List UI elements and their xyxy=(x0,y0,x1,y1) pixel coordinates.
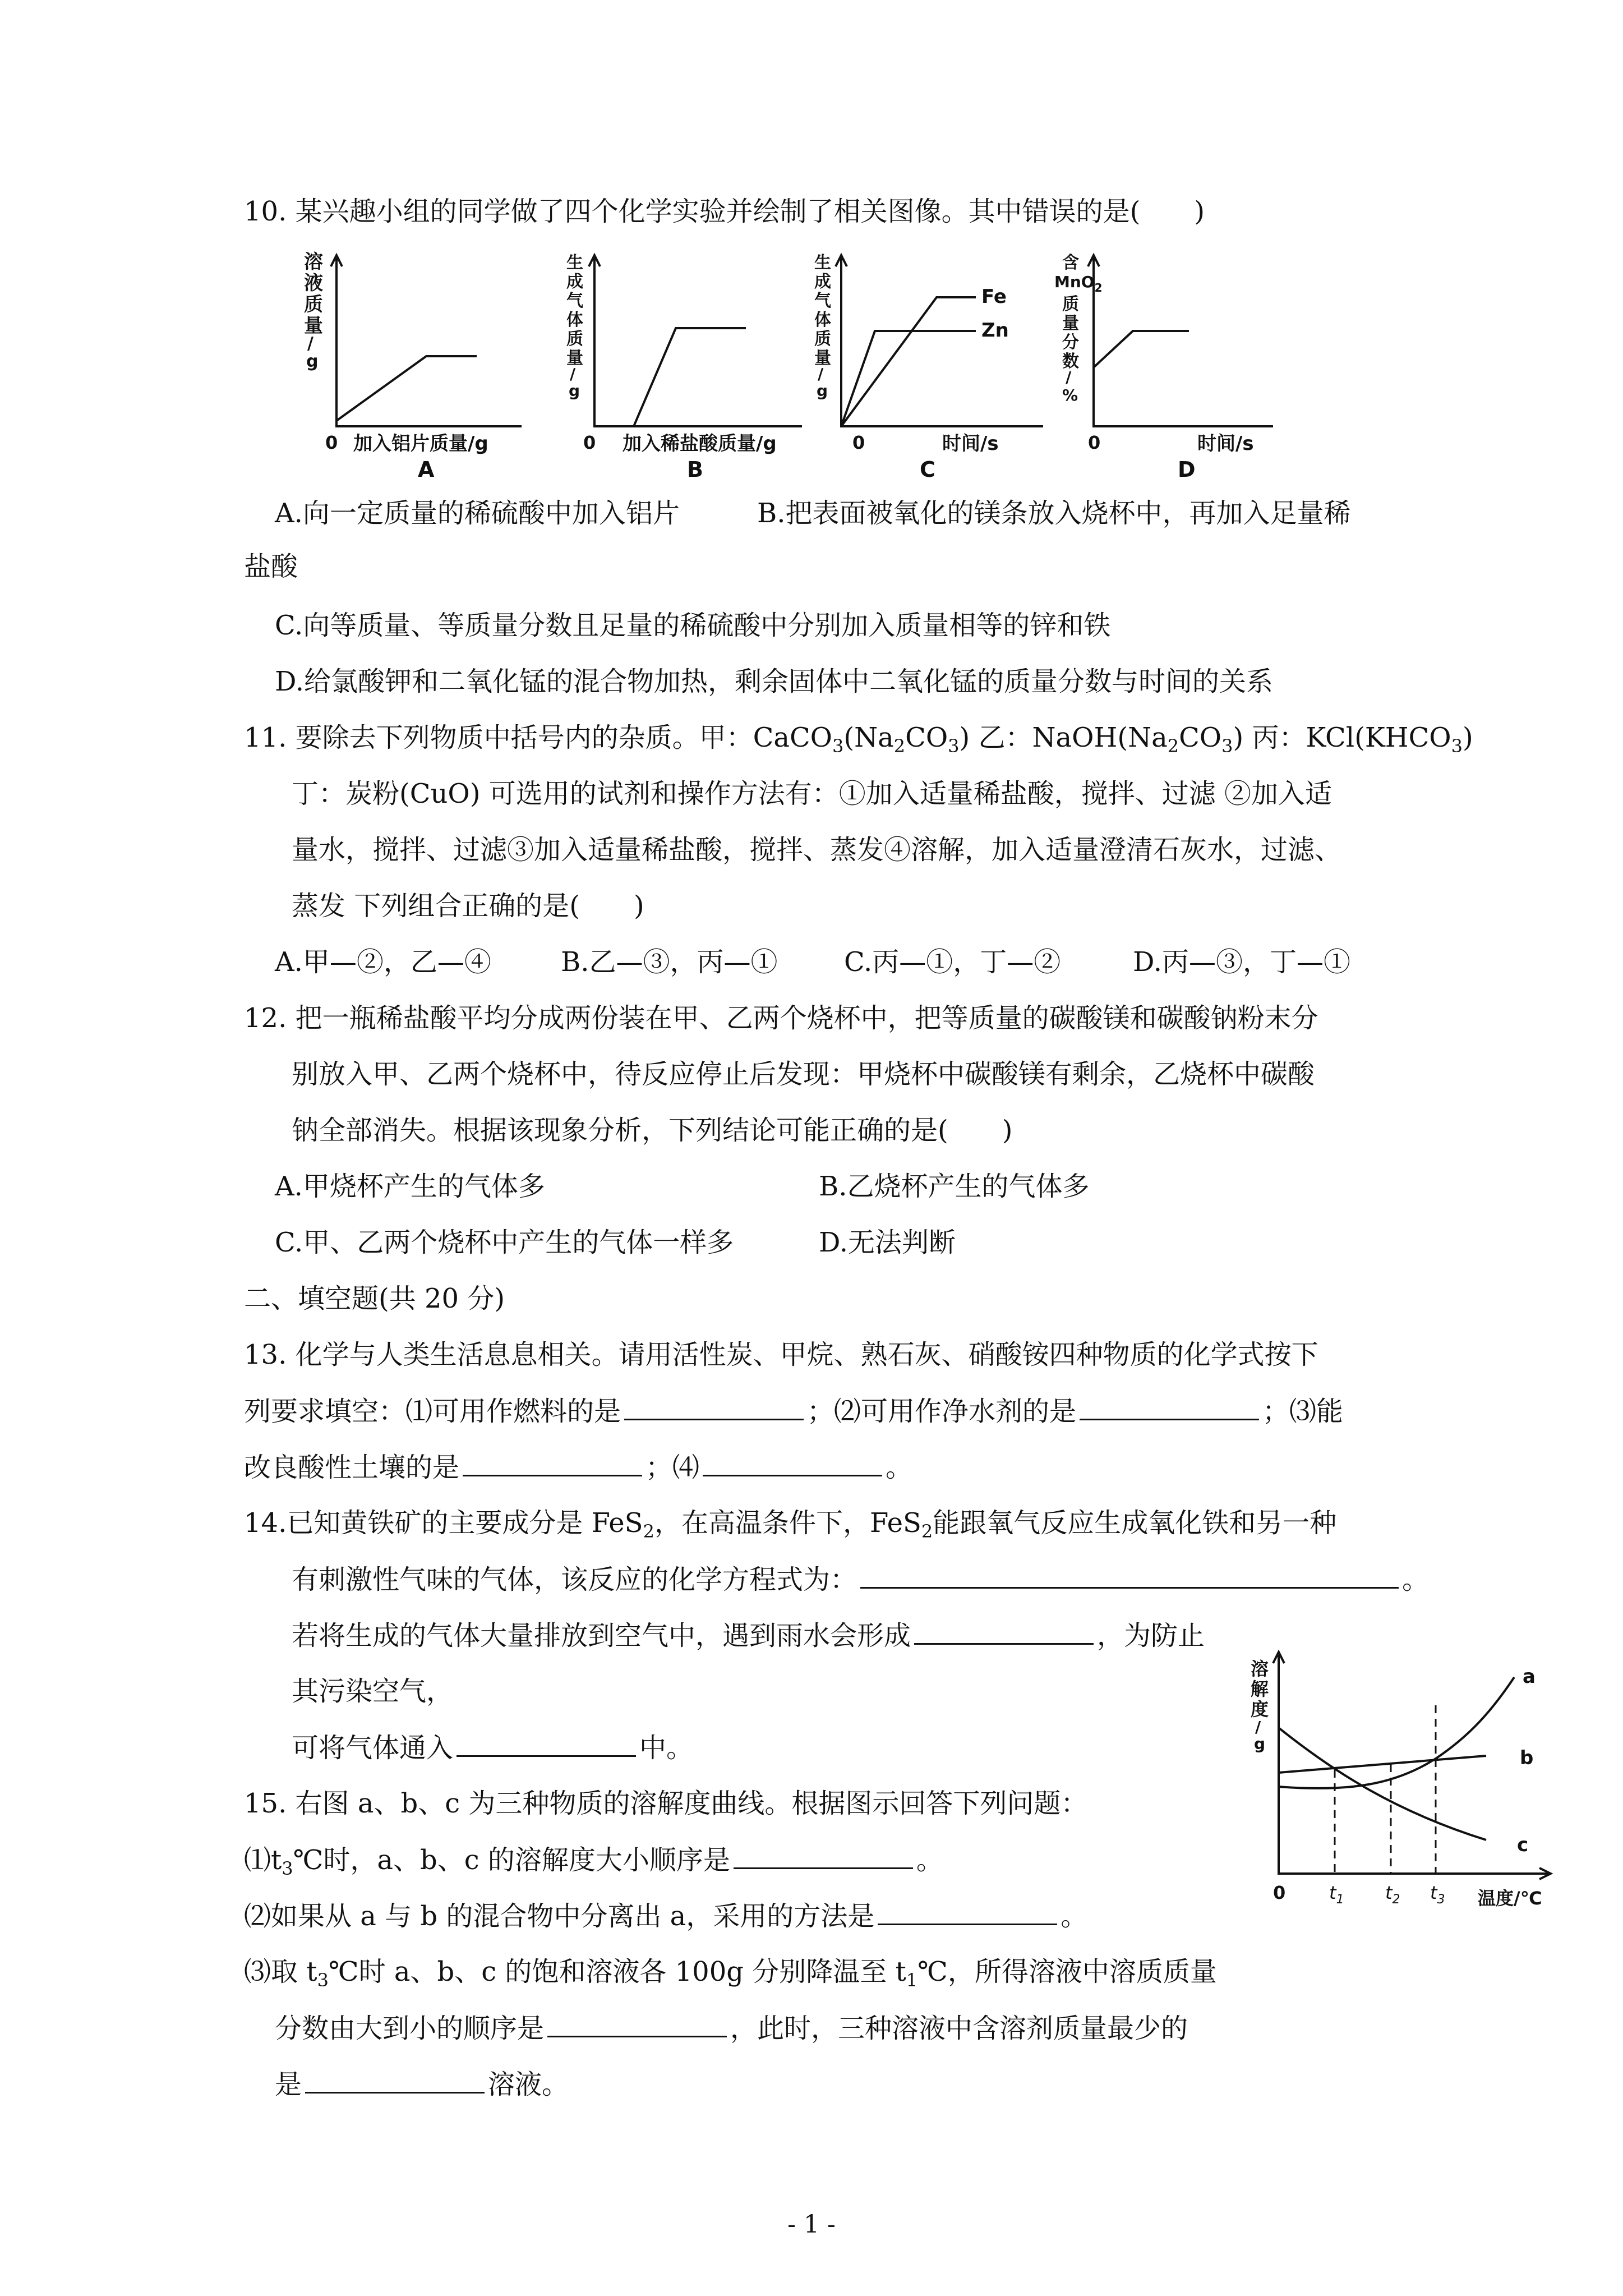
q12-option-c: C.甲、乙两个烧杯中产生的气体一样多 xyxy=(275,1227,734,1258)
graph-c-xlabel: 时间/s xyxy=(942,432,999,455)
q11-option-a: A.甲—②，乙—④ xyxy=(275,946,491,978)
q11-option-b: B.乙—③，丙—① xyxy=(561,946,778,978)
graph-c-origin: 0 xyxy=(852,432,865,453)
q11-stem-part: ) 丙：KCl(KHCO xyxy=(1233,722,1451,753)
tick-t2-sub: 2 xyxy=(1392,1893,1400,1907)
graph-c-ylabel-6: 量 xyxy=(814,348,831,368)
graph-c-ylabel-3: 气 xyxy=(814,291,831,311)
q14-line-5 xyxy=(292,1731,693,1765)
q10-option-a: A.向一定质量的稀硫酸中加入铝片 xyxy=(275,498,680,529)
graph-d-ylabel-formula xyxy=(1054,273,1103,295)
graph-c-ylabel-8: g xyxy=(817,381,828,400)
q15-part-3-line-2 xyxy=(275,2011,1188,2045)
q15-subscript: 3 xyxy=(317,1970,329,1991)
q10-stem: 10. 某兴趣小组的同学做了四个化学实验并绘制了相关图像。其中错误的是( ) xyxy=(244,196,1205,227)
q10-option-d: D.给氯酸钾和二氧化锰的混合物加热，剩余固体中二氧化锰的质量分数与时间的关系 xyxy=(275,666,1274,697)
graph-d-curve xyxy=(1094,331,1189,367)
q15-subscript: 1 xyxy=(906,1970,918,1991)
q14-text: 可将气体通入 xyxy=(292,1732,454,1764)
graph-d-ylabel-top: 含 xyxy=(1062,253,1079,273)
graph-c-ylabel-5: 质 xyxy=(814,329,831,349)
graph-a-letter: A xyxy=(418,457,435,482)
q15-text: 溶液。 xyxy=(488,2069,569,2100)
q12-option-d: D.无法判断 xyxy=(819,1227,956,1258)
q11-stem-part: (Na xyxy=(843,722,894,753)
q11-option-c: C.丙—①，丁—② xyxy=(844,946,1061,978)
graph-d-ylabel-formula-sub: 2 xyxy=(1094,281,1103,295)
graph-b-axes xyxy=(594,258,802,426)
graph-b-ylabel-4: 体 xyxy=(566,310,583,330)
q14-line-3 xyxy=(292,1618,1205,1653)
q15-stem: 15. 右图 a、b、c 为三种物质的溶解度曲线。根据图示回答下列问题： xyxy=(244,1788,1088,1819)
graph-d-ylabel-4: 数 xyxy=(1062,352,1079,371)
q15-text: ⑵如果从 a 与 b 的混合物中分离出 a，采用的方法是 xyxy=(244,1901,875,1932)
q15-subscript: 3 xyxy=(282,1858,293,1879)
q15-part-1 xyxy=(244,1843,943,1877)
tick-t1 xyxy=(1329,1882,1344,1907)
graph-a-ylabel-4: 量 xyxy=(304,315,323,337)
q13-blank-4[interactable] xyxy=(703,1450,882,1476)
q12-line-2: 别放入甲、乙两个烧杯中，待反应停止后发现：甲烧杯中碳酸镁有剩余，乙烧杯中碳酸 xyxy=(292,1059,1315,1090)
graph-c-ylabel-4: 体 xyxy=(814,310,831,330)
q14-subscript: 2 xyxy=(643,1521,654,1542)
q15-blank-4[interactable] xyxy=(305,2067,485,2093)
solubility-ylabel-3: 度 xyxy=(1251,1699,1269,1720)
graph-b-curve xyxy=(634,328,746,426)
q14-text: 14.已知黄铁矿的主要成分是 FeS xyxy=(244,1507,643,1539)
q15-text: ⑴t xyxy=(244,1844,282,1876)
graph-c-curve-fe xyxy=(841,297,976,426)
graph-b-xlabel: 加入稀盐酸质量/g xyxy=(623,432,777,455)
curve-b xyxy=(1279,1756,1486,1773)
q15-blank-2[interactable] xyxy=(878,1899,1057,1925)
q10-option-c: C.向等质量、等质量分数且足量的稀硫酸中分别加入质量相等的锌和铁 xyxy=(275,610,1111,641)
q15-text: ，此时，三种溶液中含溶剂质量最少的 xyxy=(730,2013,1188,2044)
q13-text: 列要求填空：⑴可用作燃料的是 xyxy=(244,1396,621,1427)
graph-a-xlabel: 加入铝片质量/g xyxy=(353,432,488,455)
solubility-ylabel-4: / xyxy=(1255,1718,1261,1736)
q10-graph-c xyxy=(808,247,1066,494)
q14-line-2 xyxy=(292,1562,1429,1596)
solubility-curve-graph xyxy=(1251,1644,1565,1924)
q15-blank-3[interactable] xyxy=(547,2011,727,2037)
graph-d-ylabel-formula-main: MnO xyxy=(1054,273,1095,291)
q10-option-b: B.把表面被氧化的镁条放入烧杯中，再加入足量稀 xyxy=(757,498,1351,529)
q13-text: ；⑶能 xyxy=(1262,1396,1344,1427)
q14-blank-rain[interactable] xyxy=(914,1618,1094,1645)
graph-b-letter: B xyxy=(687,457,703,482)
q11-stem-part: CO xyxy=(905,722,948,753)
curve-a xyxy=(1279,1677,1514,1788)
q14-text: 能跟氧气反应生成氧化铁和另一种 xyxy=(933,1507,1337,1539)
q14-subscript: 2 xyxy=(921,1521,933,1542)
q12-line-3: 钠全部消失。根据该现象分析，下列结论可能正确的是( ) xyxy=(292,1115,1013,1146)
q15-text: ℃时，a、b、c 的溶解度大小顺序是 xyxy=(293,1844,730,1876)
q11-subscript: 3 xyxy=(832,735,844,757)
graph-b-ylabel-2: 成 xyxy=(566,272,583,292)
tick-t1-main: t xyxy=(1329,1882,1336,1903)
curve-c-label: c xyxy=(1517,1834,1529,1856)
tick-t1-sub: 1 xyxy=(1336,1893,1344,1907)
q13-text: 。 xyxy=(886,1452,913,1483)
graph-a-curve xyxy=(336,356,477,421)
q12-line-1: 12. 把一瓶稀盐酸平均分成两份装在甲、乙两个烧杯中，把等质量的碳酸镁和碳酸钠粉末分 xyxy=(244,1002,1318,1034)
graph-b-ylabel-8: g xyxy=(569,381,580,400)
graph-c-ylabel-2: 成 xyxy=(814,272,831,292)
tick-t3-main: t xyxy=(1430,1882,1437,1903)
graph-a-ylabel-6: g xyxy=(306,352,319,371)
graph-a-ylabel-3: 质 xyxy=(304,293,323,316)
curve-b-label: b xyxy=(1520,1747,1534,1769)
graph-d-ylabel-2: 量 xyxy=(1062,314,1079,333)
q14-text: 。 xyxy=(1402,1564,1430,1595)
curve-a-label: a xyxy=(1523,1665,1536,1688)
q13-line-3 xyxy=(244,1450,912,1484)
q15-part-2 xyxy=(244,1899,1087,1933)
q15-text: ℃，所得溶液中溶质质量 xyxy=(917,1956,1217,1987)
graph-d-ylabel-5: / xyxy=(1066,368,1072,386)
graph-b-origin: 0 xyxy=(583,432,596,453)
graph-d-origin: 0 xyxy=(1088,432,1101,453)
q15-text: ⑶取 t xyxy=(244,1956,317,1987)
q14-blank-absorb[interactable] xyxy=(457,1731,636,1757)
q11-subscript: 2 xyxy=(893,735,906,757)
graph-c-series-fe: Fe xyxy=(981,286,1007,308)
q13-text: 改良酸性土壤的是 xyxy=(244,1452,460,1483)
q11-stem xyxy=(244,721,1473,757)
q12-option-a: A.甲烧杯产生的气体多 xyxy=(275,1171,545,1202)
q11-option-d: D.丙—③，丁—① xyxy=(1133,946,1351,978)
q15-text: ℃时 a、b、c 的饱和溶液各 100g 分别降温至 t xyxy=(328,1956,906,1987)
q14-equation-blank[interactable] xyxy=(860,1562,1399,1589)
q11-subscript: 3 xyxy=(1221,735,1233,757)
tick-t2 xyxy=(1385,1882,1400,1907)
q15-part-3-line-3 xyxy=(275,2067,569,2101)
graph-c-series-zn: Zn xyxy=(981,319,1009,342)
solubility-ylabel-2: 解 xyxy=(1251,1678,1269,1700)
graph-d-ylabel-6: % xyxy=(1062,386,1078,404)
q13-blank-1[interactable] xyxy=(624,1394,804,1420)
graph-d-ylabel-1: 质 xyxy=(1062,295,1079,314)
solubility-ylabel-5: g xyxy=(1254,1734,1266,1753)
solubility-ylabel-1: 溶 xyxy=(1251,1658,1269,1680)
graph-a-ylabel-5: / xyxy=(307,334,313,353)
q11-subscript: 3 xyxy=(948,735,960,757)
q11-subscript: 3 xyxy=(1451,735,1463,757)
q11-stem-part: ) xyxy=(1463,722,1473,753)
graph-d-letter: D xyxy=(1178,457,1196,482)
graph-b-ylabel-3: 气 xyxy=(566,291,583,311)
q14-line-1 xyxy=(244,1506,1336,1540)
graph-b-ylabel-6: 量 xyxy=(566,348,583,368)
q15-text: 。 xyxy=(916,1844,943,1876)
q15-part-3 xyxy=(244,1955,1217,1989)
graph-d-xlabel: 时间/s xyxy=(1197,432,1254,455)
q15-text: 。 xyxy=(1061,1901,1088,1932)
q11-stem-part: CO xyxy=(1179,722,1222,753)
q13-text: ；⑵可用作净水剂的是 xyxy=(807,1396,1077,1427)
section-2-title: 二、填空题(共 20 分) xyxy=(244,1283,505,1314)
graph-a-ylabel-2: 液 xyxy=(304,272,323,295)
tick-t2-main: t xyxy=(1385,1882,1393,1903)
graph-c-curve-zn xyxy=(841,331,976,426)
q14-text: 若将生成的气体大量排放到空气中，遇到雨水会形成 xyxy=(292,1620,911,1651)
q15-text: 是 xyxy=(275,2069,302,2100)
q11-stem-part: ) 乙：NaOH(Na xyxy=(959,722,1168,753)
q11-subscript: 2 xyxy=(1167,735,1179,757)
q13-line-2 xyxy=(244,1394,1343,1428)
q10-option-b-cont: 盐酸 xyxy=(244,551,298,582)
q15-blank-1[interactable] xyxy=(734,1843,913,1869)
q11-line-3: 量水，搅拌、过滤③加入适量稀盐酸，搅拌、蒸发④溶解，加入适量澄清石灰水，过滤、 xyxy=(292,834,1342,866)
q11-stem-part: 11. 要除去下列物质中括号内的杂质。甲：CaCO xyxy=(244,722,833,753)
graph-c-ylabel-7: / xyxy=(818,365,824,383)
tick-t3-sub: 3 xyxy=(1437,1893,1445,1907)
q13-text: ；⑷ xyxy=(645,1452,700,1483)
q10-graph-d xyxy=(1054,247,1290,494)
graph-b-ylabel-1: 生 xyxy=(566,253,583,273)
q13-blank-2[interactable] xyxy=(1080,1394,1259,1420)
graph-d-ylabel-3: 分 xyxy=(1062,333,1079,352)
q13-line-1: 13. 化学与人类生活息息相关。请用活性炭、甲烷、熟石灰、硝酸铵四种物质的化学式按下 xyxy=(244,1339,1318,1370)
q11-line-2: 丁：炭粉(CuO) 可选用的试剂和操作方法有：①加入适量稀盐酸，搅拌、过滤 ②加入适 xyxy=(292,778,1332,809)
q14-text: 有刺激性气味的气体，该反应的化学方程式为： xyxy=(292,1564,857,1595)
q11-line-4: 蒸发 下列组合正确的是( ) xyxy=(292,890,644,922)
graph-c-letter: C xyxy=(920,457,935,482)
q10-graph-b xyxy=(555,247,819,494)
q14-text: ，为防止 xyxy=(1097,1620,1205,1651)
solubility-xlabel: 温度/℃ xyxy=(1478,1888,1542,1909)
graph-a-ylabel-1: 溶 xyxy=(304,251,323,273)
q13-blank-3[interactable] xyxy=(463,1450,642,1476)
q14-text: 中。 xyxy=(639,1732,694,1764)
graph-c-ylabel-1: 生 xyxy=(814,253,831,273)
tick-t3 xyxy=(1430,1882,1445,1907)
q10-graph-a xyxy=(292,247,527,494)
q15-text: 分数由大到小的顺序是 xyxy=(275,2013,545,2044)
page-number: - 1 - xyxy=(787,2210,836,2239)
q14-line-4: 其污染空气， xyxy=(292,1676,454,1707)
graph-b-ylabel-5: 质 xyxy=(566,329,583,349)
solubility-origin: 0 xyxy=(1273,1882,1286,1903)
q12-option-b: B.乙烧杯产生的气体多 xyxy=(819,1171,1090,1202)
q14-text: ，在高温条件下，FeS xyxy=(654,1507,921,1539)
graph-b-ylabel-7: / xyxy=(570,365,576,383)
graph-a-origin: 0 xyxy=(325,432,338,453)
